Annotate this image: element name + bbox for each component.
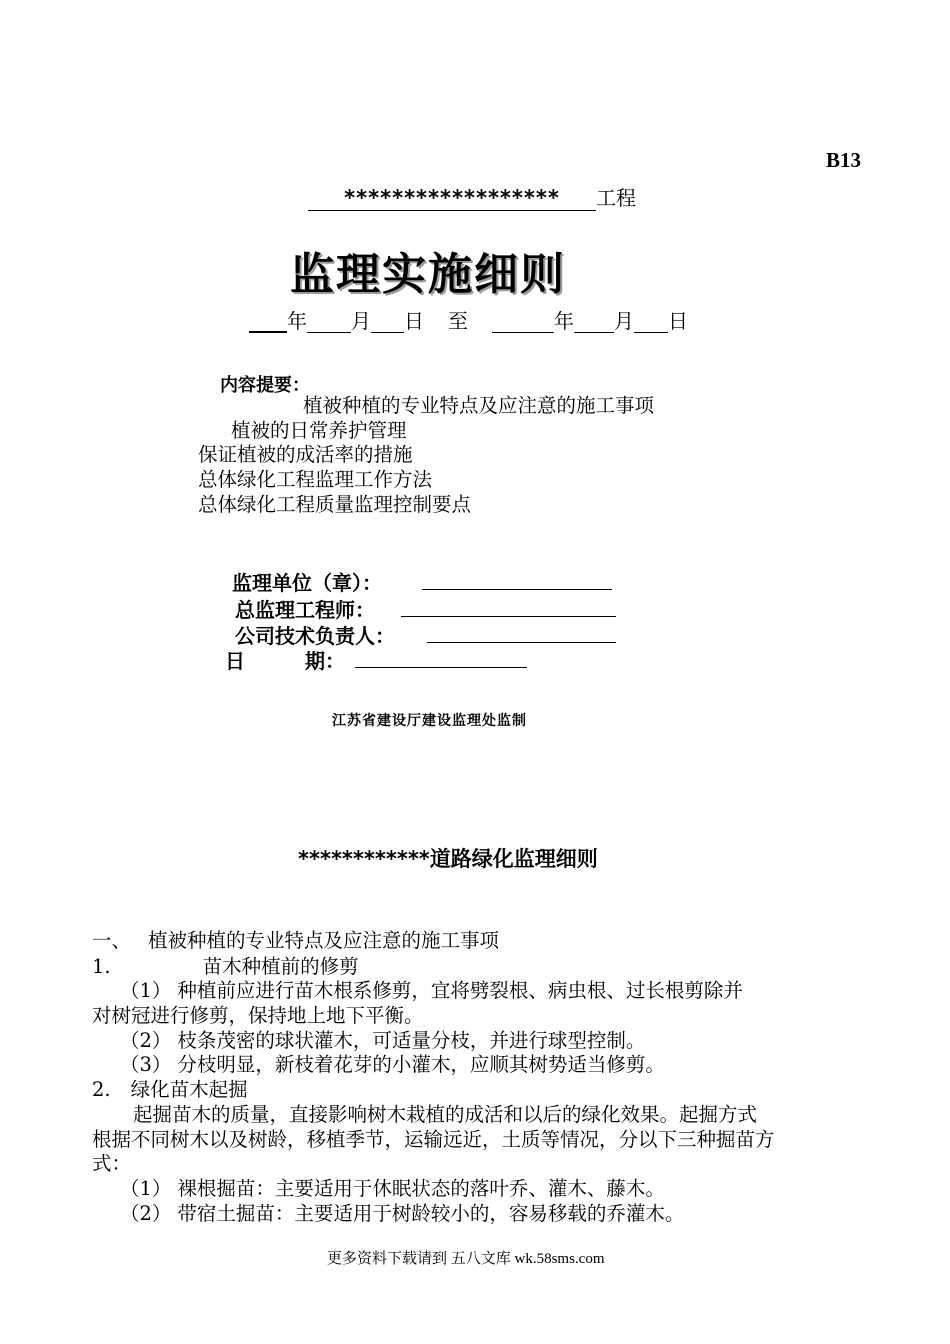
- start-day-blank: [371, 312, 404, 333]
- section-heading: [92, 929, 499, 953]
- chief-engineer-blank: [401, 596, 616, 617]
- section-title: 植被种植的专业特点及应注意的施工事项: [148, 929, 500, 952]
- summary-label: 内容提要：: [220, 375, 310, 396]
- start-year-blank: [249, 311, 287, 333]
- section-num: 一、: [92, 929, 132, 952]
- list-text: 枝条茂密的球状灌木，可适量分枝，并进行球型控制。: [177, 1029, 646, 1052]
- paragraph-line: 根据不同树木以及树龄，移植季节，运输远近，土质等情况，分以下三种掘苗方: [92, 1128, 775, 1151]
- form-code: B13: [826, 148, 862, 172]
- date-label-b: 期：: [305, 649, 345, 673]
- start-month-blank: [307, 312, 351, 333]
- project-suffix: 工程: [596, 186, 636, 210]
- project-name-line: [308, 182, 636, 211]
- list-num: （1）: [120, 1177, 172, 1200]
- summary-item: 植被种植的专业特点及应注意的施工事项: [303, 394, 655, 417]
- list-item: [120, 1202, 684, 1226]
- list-text: 带宿土掘苗：主要适用于树龄较小的，容易移载的乔灌木。: [177, 1202, 685, 1225]
- list-text: 分枝明显，新枝着花芽的小灌木，应顺其树势适当修剪。: [177, 1053, 665, 1076]
- main-title: 监理实施细则: [290, 249, 566, 300]
- issuer: 江苏省建设厅建设监理处监制: [332, 713, 527, 729]
- item-title: 绿化苗木起掘: [130, 1078, 248, 1101]
- start-month-label: 月: [351, 309, 371, 333]
- date-label-a: 日: [225, 649, 245, 673]
- end-day-label: 日: [668, 309, 688, 333]
- start-year-label: 年: [287, 309, 307, 333]
- tech-lead-label: 公司技术负责人：: [235, 624, 395, 648]
- paragraph-line: 式：: [92, 1152, 132, 1175]
- date-blank: [355, 647, 527, 668]
- item-heading: [92, 1078, 248, 1102]
- summary-item: 总体绿化工程质量监理控制要点: [198, 493, 472, 516]
- list-item: [120, 979, 743, 1003]
- date-range: [249, 309, 688, 333]
- supervision-unit-label: 监理单位（章）：: [232, 571, 382, 595]
- summary-item: 植被的日常养护管理: [231, 419, 407, 442]
- list-num: （1）: [120, 979, 172, 1002]
- summary-item: 总体绿化工程监理工作方法: [198, 468, 433, 491]
- item-title: 苗木种植前的修剪: [202, 955, 359, 978]
- end-year-label: 年: [554, 309, 574, 333]
- list-item-continuation: 对树冠进行修剪，保持地上地下平衡。: [92, 1004, 424, 1027]
- date-to-label: 至: [448, 309, 468, 333]
- end-month-label: 月: [614, 309, 634, 333]
- chief-engineer-label: 总监理工程师：: [235, 598, 375, 622]
- list-text: 种植前应进行苗木根系修剪，宜将劈裂根、病虫根、过长根剪除并: [177, 979, 743, 1002]
- end-day-blank: [634, 312, 668, 333]
- end-month-blank: [574, 312, 614, 333]
- end-year-blank: [492, 312, 554, 333]
- list-num: （2）: [120, 1029, 172, 1052]
- summary-item: 保证植被的成活率的措施: [198, 443, 413, 466]
- list-item: [120, 1177, 665, 1201]
- item-heading: [92, 955, 359, 979]
- item-num: 1.: [92, 955, 111, 978]
- tech-lead-blank: [427, 622, 616, 643]
- item-num: 2.: [92, 1078, 111, 1101]
- supervision-unit-blank: [422, 569, 612, 590]
- footer-note: 更多资料下载请到 五八文库 wk.58sms.com: [327, 1251, 605, 1267]
- list-item: [120, 1053, 665, 1077]
- list-item: [120, 1029, 645, 1053]
- detail-title: ************道路绿化监理细则: [298, 847, 598, 871]
- list-num: （2）: [120, 1202, 172, 1225]
- list-num: （3）: [120, 1053, 172, 1076]
- paragraph-line: 起掘苗木的质量，直接影响树木栽植的成活和以后的绿化效果。起掘方式: [133, 1103, 758, 1126]
- project-name-field: ******************: [308, 186, 596, 211]
- start-day-label: 日: [404, 309, 424, 333]
- list-text: 裸根掘苗：主要适用于休眠状态的落叶乔、灌木、藤木。: [177, 1177, 665, 1200]
